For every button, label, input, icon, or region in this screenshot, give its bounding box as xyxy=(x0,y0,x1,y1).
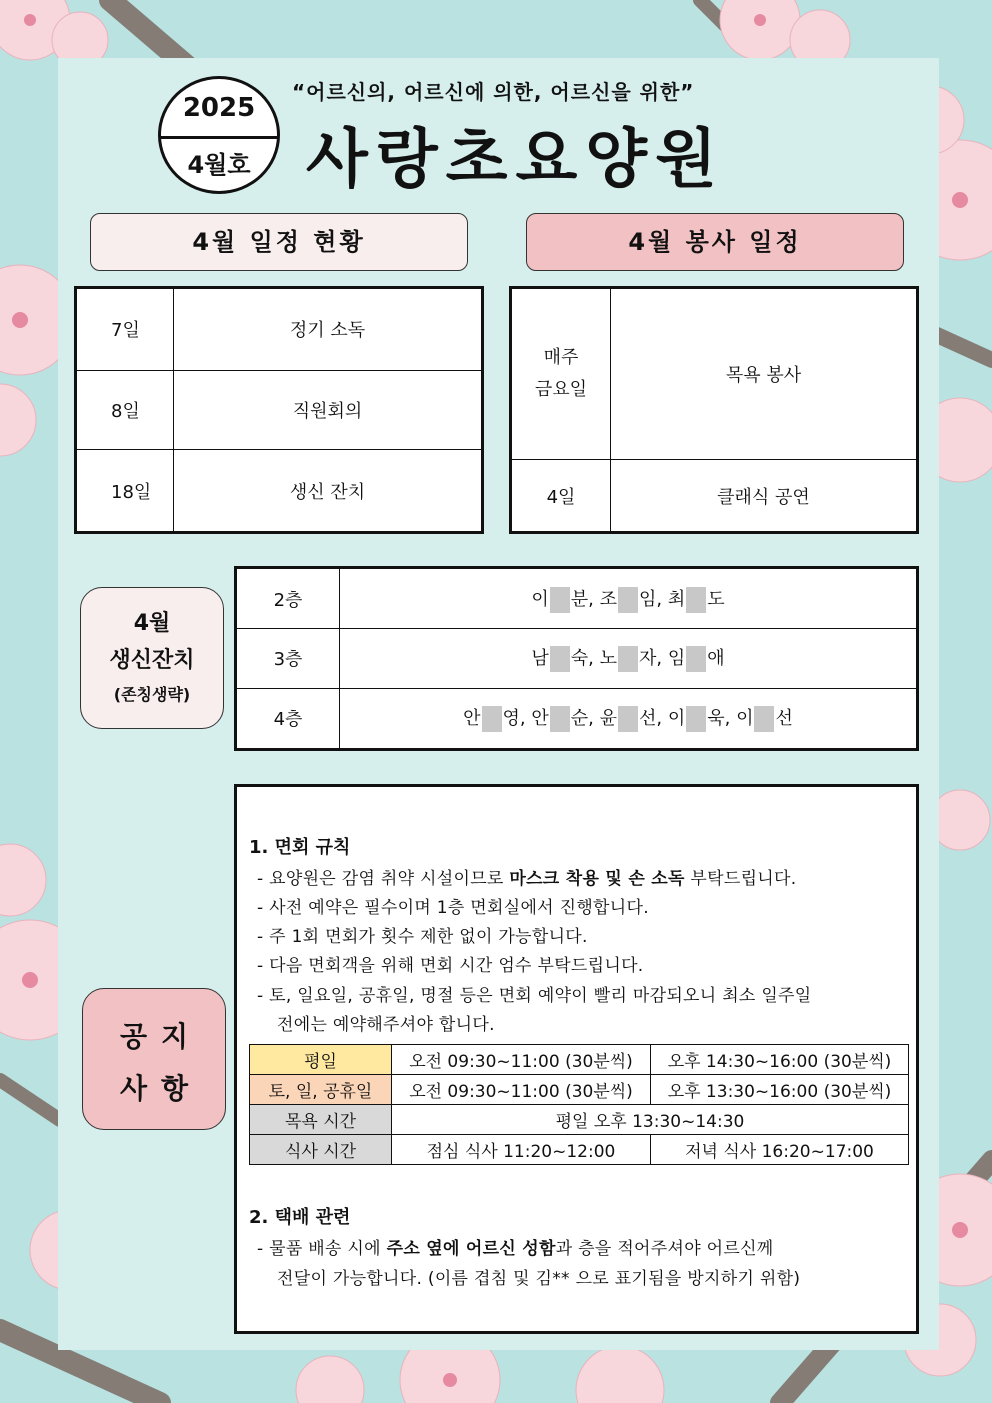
name-mask xyxy=(550,646,570,672)
notice-box xyxy=(234,784,919,1334)
birthday-label xyxy=(80,587,224,729)
name-surname: 이 xyxy=(531,588,549,610)
resident-name xyxy=(668,589,725,610)
birthday-floor: 2층 xyxy=(236,568,340,629)
time-label: 목욕 시간 xyxy=(250,1105,392,1135)
notice-label-line2: 사항 xyxy=(119,1072,203,1105)
issue-month: 4월호 xyxy=(187,151,251,179)
visit-rules-title: 1. 면회 규칙 xyxy=(249,837,351,858)
name-last: 영 xyxy=(502,708,520,730)
volunteer-table xyxy=(509,286,919,534)
table-row xyxy=(250,1045,909,1075)
table-row xyxy=(76,370,483,450)
resident-name xyxy=(668,648,725,669)
name-mask xyxy=(550,587,570,613)
resident-name xyxy=(668,708,725,729)
resident-name xyxy=(736,708,793,729)
name-surname: 노 xyxy=(599,648,617,670)
name-separator: , xyxy=(588,588,600,610)
visit-rule-line: - 다음 면회객을 위해 면회 시간 엄수 부탁드립니다. xyxy=(257,956,644,976)
name-last: 선 xyxy=(639,708,657,730)
volunteer-date: 매주 금요일 xyxy=(511,288,611,460)
name-mask xyxy=(618,706,638,732)
visit-time-table xyxy=(249,1044,909,1165)
table-row xyxy=(76,450,483,533)
notice-label-line1: 공지 xyxy=(119,1020,203,1053)
name-surname: 최 xyxy=(667,588,686,610)
rule-text: 부탁드립니다. xyxy=(684,869,797,889)
delivery-title: 2. 택배 관련 xyxy=(249,1207,351,1228)
volunteer-heading: 4월 봉사 일정 xyxy=(526,213,904,271)
schedule-table xyxy=(74,286,484,534)
name-mask xyxy=(618,646,638,672)
name-surname: 이 xyxy=(667,708,686,730)
schedule-date: 8일 xyxy=(76,370,174,450)
resident-name xyxy=(463,708,520,729)
badge-divider xyxy=(161,136,277,139)
notice-label xyxy=(82,988,226,1130)
name-separator: , xyxy=(588,648,600,670)
resident-name xyxy=(531,708,588,729)
table-row xyxy=(236,688,918,749)
schedule-event: 정기 소독 xyxy=(174,288,483,371)
name-mask xyxy=(550,706,570,732)
time-label: 평일 xyxy=(250,1045,392,1075)
table-row xyxy=(236,568,918,629)
birthday-table xyxy=(234,566,919,751)
table-row xyxy=(250,1135,909,1165)
birthday-floor: 3층 xyxy=(236,629,340,688)
table-row xyxy=(250,1105,909,1135)
resident-name xyxy=(531,589,588,610)
name-separator: , xyxy=(656,648,668,670)
name-surname: 임 xyxy=(667,648,686,670)
name-separator: , xyxy=(519,708,532,730)
time-label: 토, 일, 공휴일 xyxy=(250,1075,392,1105)
birthday-names xyxy=(340,568,918,629)
name-separator: , xyxy=(724,708,737,730)
name-mask xyxy=(754,706,774,732)
table-row xyxy=(250,1075,909,1105)
schedule-date: 7일 xyxy=(76,288,174,371)
name-surname: 안 xyxy=(463,708,481,730)
slogan: “어르신의, 어르신에 의한, 어르신을 위한” xyxy=(292,80,695,104)
birthday-label-title: 생신잔치 xyxy=(109,648,195,673)
resident-name xyxy=(600,708,657,729)
birthday-names xyxy=(340,629,918,688)
visit-rule-line: - 토, 일요일, 공휴일, 명절 등은 면회 예약이 빨리 마감되오니 최소 일주일 xyxy=(257,986,812,1006)
name-last: 순 xyxy=(570,708,589,730)
visit-rule-line: - 주 1회 면회가 횟수 제한 없이 가능합니다. xyxy=(257,927,588,947)
name-surname: 이 xyxy=(736,708,754,730)
name-surname: 조 xyxy=(599,588,617,610)
birthday-floor: 4층 xyxy=(236,688,340,749)
name-surname: 안 xyxy=(531,708,549,730)
name-separator: , xyxy=(656,708,668,730)
table-row xyxy=(511,288,918,460)
table-row xyxy=(76,288,483,371)
delivery-line: 전달이 가능합니다. (이름 겹침 및 김** 으로 표기됨을 방지하기 위함) xyxy=(277,1269,801,1289)
volunteer-date: 4일 xyxy=(511,460,611,533)
birthday-label-note: (존칭생략) xyxy=(113,685,191,704)
volunteer-event: 목욕 봉사 xyxy=(611,288,918,460)
name-separator: , xyxy=(588,708,600,730)
name-mask xyxy=(618,587,638,613)
name-last: 숙 xyxy=(570,648,589,670)
time-value: 오후 13:30~16:00 (30분씩) xyxy=(651,1075,909,1105)
name-last: 애 xyxy=(707,648,725,670)
resident-name xyxy=(600,648,657,669)
table-row xyxy=(236,629,918,688)
schedule-heading: 4월 일정 현황 xyxy=(90,213,468,271)
name-mask xyxy=(686,646,706,672)
visit-rule-line: 전에는 예약해주셔야 합니다. xyxy=(277,1015,495,1035)
delivery-line xyxy=(257,1234,774,1259)
time-value: 점심 식사 11:20~12:00 xyxy=(392,1135,651,1165)
delivery-emphasis: 주소 옆에 어르신 성함 xyxy=(386,1239,556,1259)
visit-rule-line: - 사전 예약은 필수이며 1층 면회실에서 진행합니다. xyxy=(257,898,649,918)
name-last: 분 xyxy=(570,588,589,610)
birthday-label-month: 4월 xyxy=(133,611,171,636)
name-mask xyxy=(482,706,502,732)
resident-name xyxy=(600,589,657,610)
volunteer-event: 클래식 공연 xyxy=(611,460,918,533)
birthday-names xyxy=(340,688,918,749)
name-last: 도 xyxy=(707,588,725,610)
name-last: 자 xyxy=(639,648,657,670)
name-last: 임 xyxy=(639,588,657,610)
time-label: 식사 시간 xyxy=(250,1135,392,1165)
name-separator: , xyxy=(656,588,668,610)
time-value: 저녁 식사 16:20~17:00 xyxy=(651,1135,909,1165)
visit-rule-line xyxy=(257,864,796,889)
time-value: 평일 오후 13:30~14:30 xyxy=(392,1105,909,1135)
schedule-date: 18일 xyxy=(76,450,174,533)
schedule-event: 직원회의 xyxy=(174,370,483,450)
issue-year: 2025 xyxy=(182,93,256,123)
name-last: 선 xyxy=(775,708,793,730)
table-row xyxy=(511,460,918,533)
rule-text: - 요양원은 감염 취약 시설이므로 xyxy=(257,869,510,889)
name-surname: 윤 xyxy=(599,708,617,730)
time-value: 오후 14:30~16:00 (30분씩) xyxy=(651,1045,909,1075)
name-mask xyxy=(686,587,706,613)
time-value: 오전 09:30~11:00 (30분씩) xyxy=(392,1045,651,1075)
time-value: 오전 09:30~11:00 (30분씩) xyxy=(392,1075,651,1105)
page-title: 사랑초요양원 xyxy=(306,123,725,197)
delivery-text: - 물품 배송 시에 xyxy=(257,1239,387,1259)
delivery-text: 과 층을 적어주셔야 어르신께 xyxy=(555,1239,774,1259)
schedule-event: 생신 잔치 xyxy=(174,450,483,533)
resident-name xyxy=(531,648,588,669)
name-surname: 남 xyxy=(531,648,549,670)
rule-emphasis: 마스크 착용 및 손 소독 xyxy=(509,869,685,889)
name-mask xyxy=(686,706,706,732)
name-last: 욱 xyxy=(707,708,725,730)
issue-badge xyxy=(158,76,280,194)
